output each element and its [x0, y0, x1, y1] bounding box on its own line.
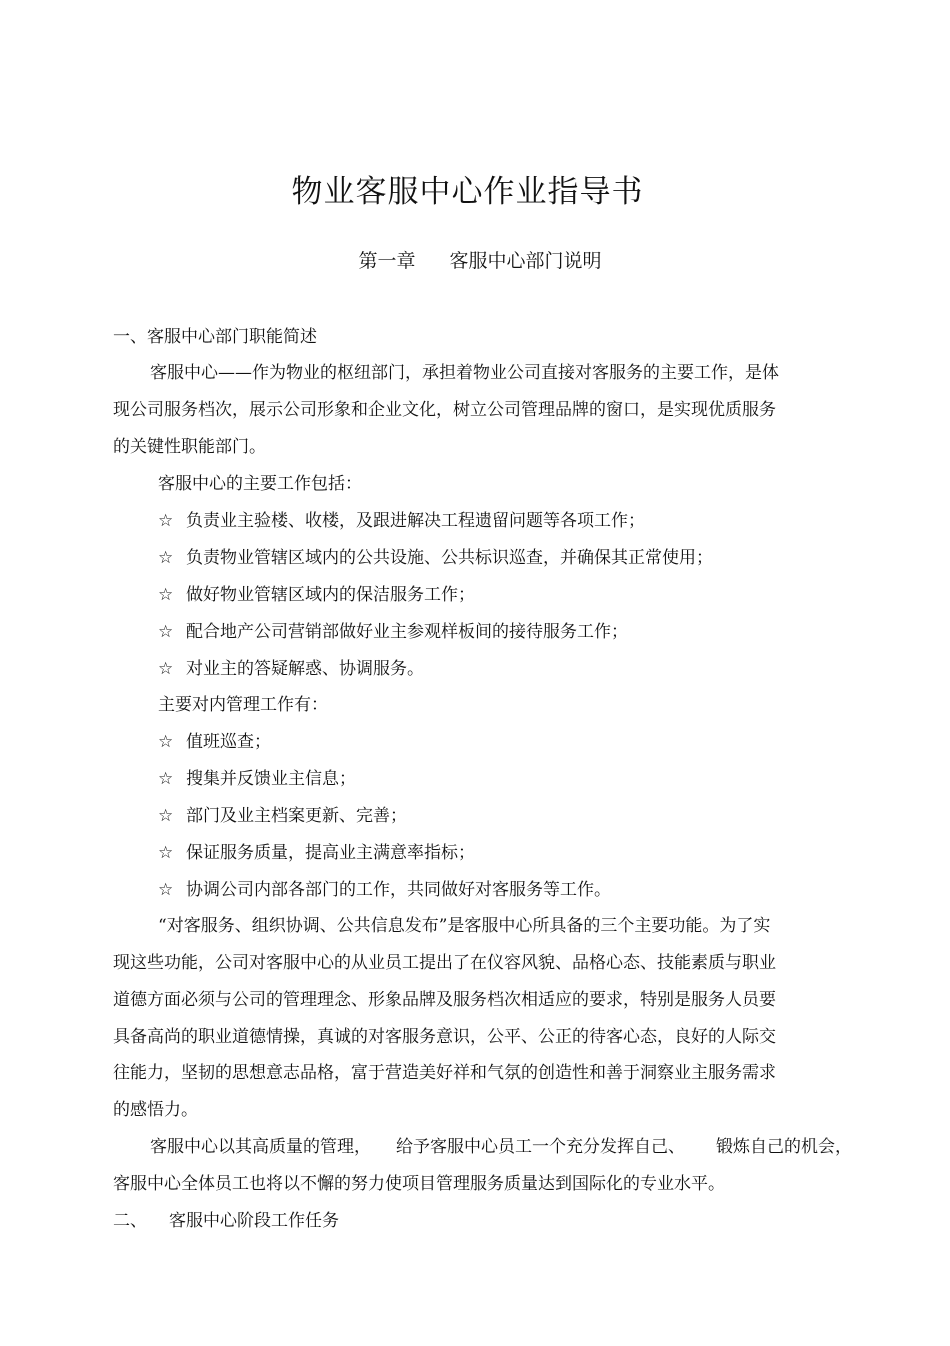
closing-line: 给予客服中心员工一个充分发挥自己、	[396, 1137, 685, 1157]
intro-line: 的关键性职能部门。	[113, 437, 266, 457]
list-item-text: 协调公司内部各部门的工作，共同做好对客服务等工作。	[186, 880, 611, 900]
list-item-text: 值班巡查；	[186, 732, 271, 752]
list-item-text: 负责物业管辖区域内的公共设施、公共标识巡查，并确保其正常使用；	[186, 548, 713, 568]
star-bullet-icon: ☆	[158, 732, 174, 752]
intro-line: 现公司服务档次，展示公司形象和企业文化，树立公司管理品牌的窗口，是实现优质服务	[113, 400, 776, 420]
section-2-heading	[113, 1209, 339, 1233]
closing-line: 锻炼自己的机会，	[716, 1137, 852, 1157]
chapter-heading	[0, 247, 950, 275]
star-bullet-icon: ☆	[158, 880, 174, 900]
closing-line: 客服中心以其高质量的管理，	[150, 1137, 371, 1157]
list-item	[158, 620, 628, 644]
list-item	[158, 841, 475, 865]
list-item-text: 配合地产公司营销部做好业主参观样板间的接待服务工作；	[186, 622, 628, 642]
intro-line: 客服中心——作为物业的枢纽部门，承担着物业公司直接对客服务的主要工作，是体	[150, 363, 779, 383]
star-bullet-icon: ☆	[158, 585, 174, 605]
functions-line: 现这些功能，公司对客服中心的从业员工提出了在仪容风貌、品格心态、技能素质与职业	[113, 953, 776, 973]
star-bullet-icon: ☆	[158, 659, 174, 679]
star-bullet-icon: ☆	[158, 548, 174, 568]
list-item	[158, 657, 424, 681]
section-2-number: 二、	[113, 1211, 147, 1231]
star-bullet-icon: ☆	[158, 769, 174, 789]
document-title: 物业客服中心作业指导书	[291, 174, 644, 210]
list-item	[158, 583, 475, 607]
list-item	[158, 509, 645, 533]
chapter-name: 客服中心部门说明	[449, 250, 602, 272]
functions-line: 道德方面必须与公司的管理理念、形象品牌及服务档次相适应的要求，特别是服务人员要	[113, 990, 776, 1010]
list-item	[158, 730, 271, 754]
list-item-text: 对业主的答疑解惑、协调服务。	[186, 659, 424, 679]
list-item	[158, 878, 611, 902]
section-2-title: 客服中心阶段工作任务	[169, 1211, 339, 1231]
star-bullet-icon: ☆	[158, 843, 174, 863]
list-item	[158, 546, 713, 570]
star-bullet-icon: ☆	[158, 806, 174, 826]
functions-line: 的感悟力。	[113, 1100, 198, 1120]
section-1-heading: 一、客服中心部门职能简述	[113, 327, 317, 347]
closing-line: 客服中心全体员工也将以不懈的努力使项目管理服务质量达到国际化的专业水平。	[113, 1174, 725, 1194]
functions-line: 具备高尚的职业道德情操，真诚的对客服务意识，公平、公正的待客心态，良好的人际交	[113, 1027, 776, 1047]
list-item-text: 做好物业管辖区域内的保洁服务工作；	[186, 585, 475, 605]
star-bullet-icon: ☆	[158, 622, 174, 642]
functions-line: 往能力，坚韧的思想意志品格，富于营造美好祥和气氛的创造性和善于洞察业主服务需求	[113, 1063, 776, 1083]
list-item-text: 搜集并反馈业主信息；	[186, 769, 356, 789]
internal-work-label: 主要对内管理工作有：	[158, 695, 328, 715]
list-item	[158, 767, 356, 791]
main-work-label: 客服中心的主要工作包括：	[158, 474, 362, 494]
list-item-text: 保证服务质量，提高业主满意率指标；	[186, 843, 475, 863]
list-item-text: 负责业主验楼、收楼，及跟进解决工程遗留问题等各项工作；	[186, 511, 645, 531]
chapter-number: 第一章	[358, 250, 416, 272]
functions-line: “对客服务、组织协调、公共信息发布”是客服中心所具备的三个主要功能。为了实	[158, 916, 771, 936]
list-item	[158, 804, 407, 828]
list-item-text: 部门及业主档案更新、完善；	[186, 806, 407, 826]
star-bullet-icon: ☆	[158, 511, 174, 531]
